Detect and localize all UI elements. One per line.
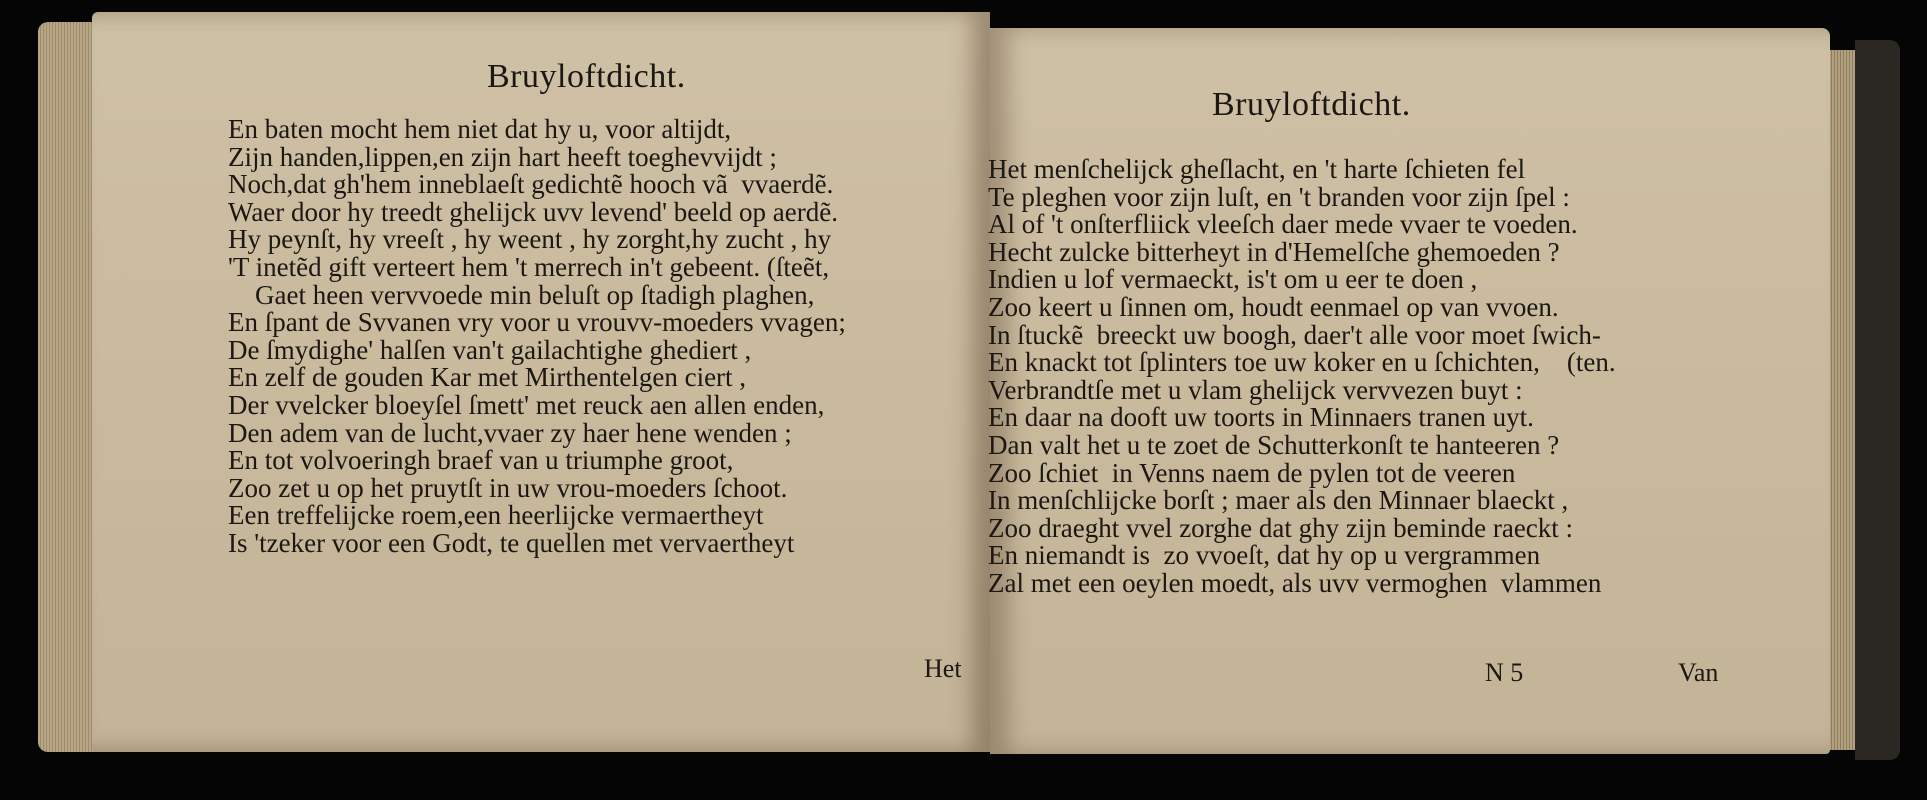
poem-line: Den adem van de lucht,vvaer zy haer hene wenden ; [228,417,792,448]
poem-line: Zijn handen,lippen,en zijn hart heeft toeghevvijdt ; [228,141,777,172]
poem-line: In menſchlijcke borſt ; maer als den Minnaer blaeckt , [988,485,1569,516]
poem-line: Een treffelijcke roem,een heerlijcke vermaertheyt [228,500,764,531]
poem-line: In ſtuckẽ breeckt uw boogh, daer't alle voor moet ſwich- [988,319,1601,350]
poem-line: Al of 't onſterfliick vleeſch daer mede vvaer te voeden. [988,209,1578,240]
poem-line: En zelf de gouden Kar met Mirthentelgen ciert , [228,362,747,393]
poem-line: De ſmydighe' halſen van't gailachtighe ghediert , [228,334,752,365]
poem-line: Dan valt het u te zoet de Schutterkonſt te hanteeren ? [988,429,1560,460]
poem-line: Der vvelcker bloeyſel ſmett' met reuck aen allen enden, [228,389,825,420]
poem-line: En ſpant de Svvanen vry voor u vrouvv-moeders vvagen; [228,307,846,338]
poem-line: Gaet heen vervvoede min beluſt op ſtadigh plaghen, [228,279,815,310]
catchword: Van [1678,658,1719,687]
poem-line: Indien u lof vermaeckt, is't om u eer te doen , [988,264,1478,295]
poem-line: Hy peynſt, hy vreeſt , hy weent , hy zorght,hy zucht , hy [228,224,832,255]
catchword: Het [924,654,962,683]
poem-line: Hecht zulcke bitterheyt in d'Hemelſche ghemoeden ? [988,236,1560,267]
poem-line: Zoo draeght vvel zorghe dat ghy zijn beminde raeckt : [988,512,1574,543]
poem-line: Is 'tzeker voor een Godt, te quellen met vervaertheyt [228,527,795,558]
poem-line: Zoo ſchiet in Venns naem de pylen tot de veeren [988,457,1516,488]
left-page [92,12,990,752]
poem-line: Te pleghen voor zijn luſt, en 't branden voor zijn ſpel : [988,181,1570,212]
poem-line: 'T inetẽd gift verteert hem 't merrech in't gebeent. (ſteẽt, [228,251,830,282]
right-page [990,28,1830,754]
poem-line: En baten mocht hem niet dat hy u, voor altijdt, [228,114,732,144]
poem-line: En tot volvoeringh braef van u triumphe groot, [228,445,734,476]
poem-line: En niemandt is zo vvoeſt, dat hy op u vergrammen [988,540,1541,571]
poem-line: Zal met een oeylen moedt, als uvv vermoghen vlammen [988,567,1602,598]
poem-text-right [988,156,1616,598]
poem-line: Het menſchelijck gheſlacht, en 't harte ſchieten fel [988,154,1526,184]
poem-line: Verbrandtſe met u vlam ghelijck vervvezen buyt : [988,374,1523,405]
poem-line: En daar na dooft uw toorts in Minnaers tranen uyt. [988,402,1534,433]
book-cover [1855,40,1900,760]
signature-mark: N 5 [1485,658,1524,687]
running-title: Bruyloftdicht. [487,58,686,95]
running-title: Bruyloftdicht. [1212,86,1411,123]
poem-line: En knackt tot ſplinters toe uw koker en u ſchichten, (ten. [988,347,1616,378]
poem-text-left [228,116,846,558]
poem-line: Zoo keert u ſinnen om, houdt eenmael op van vvoen. [988,291,1559,322]
poem-line: Waer door hy treedt ghelijck uvv levend' beeld op aerdẽ. [228,196,838,227]
poem-line: Zoo zet u op het pruytſt in uw vrou-moeders ſchoot. [228,472,788,503]
poem-line: Noch,dat gh'hem inneblaeſt gedichtẽ hooch vã vvaerdẽ. [228,169,834,200]
